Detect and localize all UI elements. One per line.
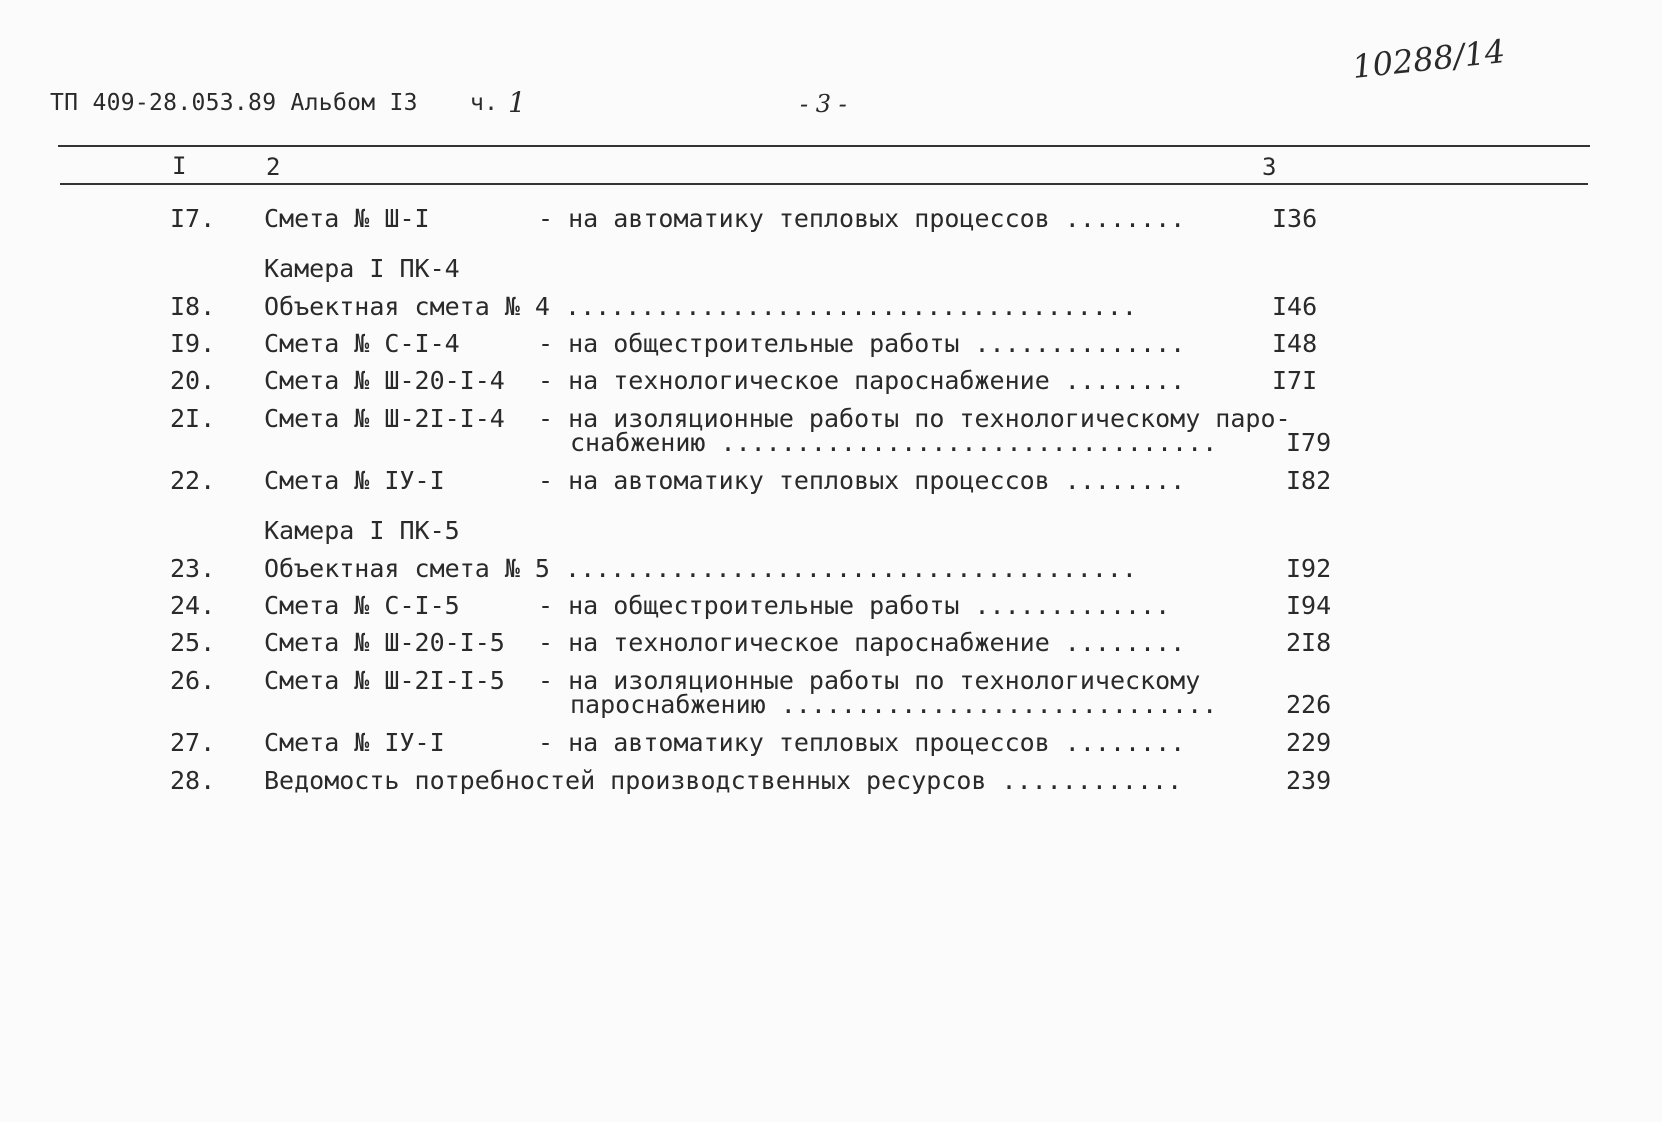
column-header-3: 3 [1262, 153, 1277, 181]
row-page: 239 [1286, 766, 1332, 795]
row-title: Смета № Ш-2I-I-5 [264, 666, 505, 695]
table-row [0, 728, 1662, 758]
row-title: Смета № Ш-20-I-5 [264, 628, 505, 657]
row-number: I7. [170, 204, 216, 233]
row-title: Смета № Ш-20-I-4 [264, 366, 505, 395]
row-title: Объектная смета № 4 ...................................... [264, 292, 1137, 321]
row-title: Смета № IУ-I [264, 466, 445, 495]
row-title: Смета № IУ-I [264, 728, 445, 757]
row-description: - на общестроительные работы .............. [538, 329, 1186, 358]
row-description: - на общестроительные работы ............. [538, 591, 1171, 620]
row-page: I48 [1272, 329, 1318, 358]
row-number: 23. [170, 554, 216, 583]
table-row [0, 466, 1662, 496]
row-description-continued: снабжению ................................. [570, 428, 1218, 457]
row-description: - на технологическое пароснабжение ........ [538, 628, 1186, 657]
row-number: 26. [170, 666, 216, 695]
row-description: - на автоматику тепловых процессов ........ [538, 204, 1186, 233]
row-page: I7I [1272, 366, 1318, 395]
row-number: I9. [170, 329, 216, 358]
row-description: - на технологическое пароснабжение ........ [538, 366, 1186, 395]
table-row [0, 628, 1662, 658]
table-row [0, 329, 1662, 359]
column-header-1: I [172, 152, 187, 180]
table-row [0, 292, 1662, 322]
page-number: - 3 - [800, 90, 847, 118]
row-title: Ведомость потребностей производственных ресурсов ............ [264, 766, 1183, 795]
document-reference: ТП 409-28.053.89 Альбом I3 [50, 90, 418, 116]
row-number: 27. [170, 728, 216, 757]
row-title: Смета № Ш-2I-I-4 [264, 404, 505, 433]
row-number: 20. [170, 366, 216, 395]
table-row [0, 404, 1662, 464]
row-page: 226 [1286, 690, 1332, 719]
section-heading-pk5: Камера I ПК-5 [264, 516, 460, 545]
row-number: I8. [170, 292, 216, 321]
row-description: - на автоматику тепловых процессов ........ [538, 466, 1186, 495]
row-page: 2I8 [1286, 628, 1332, 657]
table-row [0, 591, 1662, 621]
row-page: I82 [1286, 466, 1332, 495]
row-title: Объектная смета № 5 ...................................... [264, 554, 1137, 583]
table-row [0, 666, 1662, 726]
row-number: 22. [170, 466, 216, 495]
table-row [0, 204, 1662, 234]
row-description-continued: пароснабжению ............................. [570, 690, 1218, 719]
table-row [0, 766, 1662, 796]
row-number: 24. [170, 591, 216, 620]
row-page: 229 [1286, 728, 1332, 757]
row-title: Смета № С-I-4 [264, 329, 460, 358]
row-page: I94 [1286, 591, 1332, 620]
section-heading-pk4: Камера I ПК-4 [264, 254, 460, 283]
row-page: I79 [1286, 428, 1332, 457]
row-page: I46 [1272, 292, 1318, 321]
row-title: Смета № Ш-I [264, 204, 430, 233]
table-row [0, 554, 1662, 584]
table-header-rule [60, 183, 1588, 185]
table-row [0, 366, 1662, 396]
row-number: 2I. [170, 404, 216, 433]
inventory-number-handwritten: 10288/14 [1350, 32, 1507, 86]
row-description: - на изоляционные работы по технологическому паро- [538, 404, 1291, 433]
part-label: ч. [470, 90, 499, 116]
row-number: 25. [170, 628, 216, 657]
row-description: - на автоматику тепловых процессов ........ [538, 728, 1186, 757]
row-page: I36 [1272, 204, 1318, 233]
row-page: I92 [1286, 554, 1332, 583]
column-header-2: 2 [266, 153, 281, 181]
row-title: Смета № С-I-5 [264, 591, 460, 620]
row-description: - на изоляционные работы по технологическому [538, 666, 1201, 695]
part-number-handwritten: 1 [508, 86, 526, 119]
row-number: 28. [170, 766, 216, 795]
table-top-rule [58, 145, 1590, 147]
